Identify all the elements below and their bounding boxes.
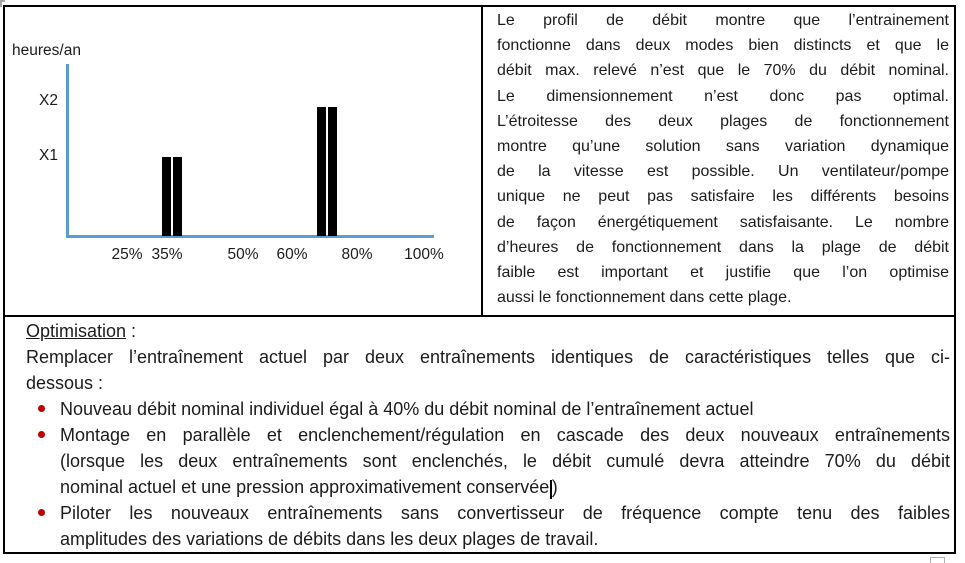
bullet-item-2[interactable] [26, 422, 950, 448]
flow-analysis-paragraph[interactable] [497, 8, 949, 310]
text-line[interactable]: unique ne peut pas satisfaire les différents besoins [497, 188, 949, 206]
bullet-icon [38, 509, 45, 516]
x-tick-label: 25% [111, 246, 143, 263]
bullet-item-2-continued[interactable] [26, 448, 950, 474]
x-tick-label: 35% [151, 246, 183, 263]
optimisation-heading-colon: : [126, 321, 137, 341]
x-tick-label: 80% [341, 246, 373, 263]
bullet-item-3-continued[interactable] [26, 526, 950, 552]
text-line[interactable]: d’heures de fonctionnement dans la plage de débit [497, 238, 949, 256]
bullet-item-3[interactable] [26, 500, 950, 526]
text-line[interactable]: nominal actuel et une pression approximativement conservée [60, 477, 550, 497]
x-tick-label: 100% [404, 246, 444, 263]
table-column-divider [481, 5, 483, 317]
text-line[interactable]: fonctionne dans deux modes bien distincts et que le [497, 37, 949, 55]
table-handle-artifact [0, 0, 5, 7]
optimisation-heading[interactable] [26, 318, 950, 344]
text-line[interactable]: Piloter les nouveaux entraînements sans convertisseur de fréquence compte tenu des faibles [60, 503, 950, 523]
bullet-icon [38, 405, 45, 412]
text-line[interactable]: (lorsque les deux entraînements sont enclenchés, le débit cumulé devra atteindre 70% du débit [60, 451, 950, 471]
bullet-item-2-continued[interactable] [26, 474, 950, 500]
text-line[interactable]: montre qu’une solution sans variation dynamique [497, 138, 949, 156]
text-line[interactable]: de façon énergétiquement satisfaisante. Le nombre [497, 213, 949, 231]
x-tick-label: 50% [227, 246, 259, 263]
table-row-divider [3, 315, 956, 317]
text-line[interactable]: dessous : [26, 373, 104, 393]
bullet-item-1[interactable] [26, 396, 950, 422]
text-line[interactable]: débit max. relevé n’est que le 70% du débit nominal. [497, 62, 949, 80]
text-line[interactable]: aussi le fonctionnement dans cette plage. [497, 289, 792, 307]
bullet-icon [38, 431, 45, 438]
text-line[interactable]: Le dimensionnement n’est donc pas optimal. [497, 87, 949, 105]
x-tick-label: 60% [276, 246, 308, 263]
text-line[interactable]: ) [551, 477, 558, 497]
text-line[interactable]: Le profil de débit montre que l’entrainement [497, 12, 949, 29]
resize-handle-artifact [930, 557, 945, 563]
text-line[interactable]: Nouveau débit nominal individuel égal à 40% du débit nominal de l’entraînement actuel [60, 399, 754, 419]
chart-y-axis-label: heures/an [12, 42, 81, 59]
text-line[interactable]: de la vitesse est possible. Un ventilateur/pompe [497, 163, 949, 181]
optimisation-heading-word[interactable]: Optimisation [26, 321, 127, 341]
text-line[interactable]: Remplacer l’entraînement actuel par deux entraînements identiques de caractéristiques telles que ci- [26, 347, 950, 367]
text-line[interactable]: amplitudes des variations de débits dans les deux plages de travail. [60, 529, 599, 549]
y-tick-label: X2 [39, 92, 58, 109]
optimisation-section[interactable] [26, 318, 950, 552]
text-line[interactable]: faible est important et justifie que l’on optimise [497, 264, 949, 282]
text-line[interactable]: L’étroitesse des deux plages de fonctionnement [497, 112, 949, 130]
y-tick-label: X1 [39, 147, 58, 164]
text-line[interactable]: Montage en parallèle et enclenchement/régulation en cascade des deux nouveaux entraînements [60, 425, 950, 445]
